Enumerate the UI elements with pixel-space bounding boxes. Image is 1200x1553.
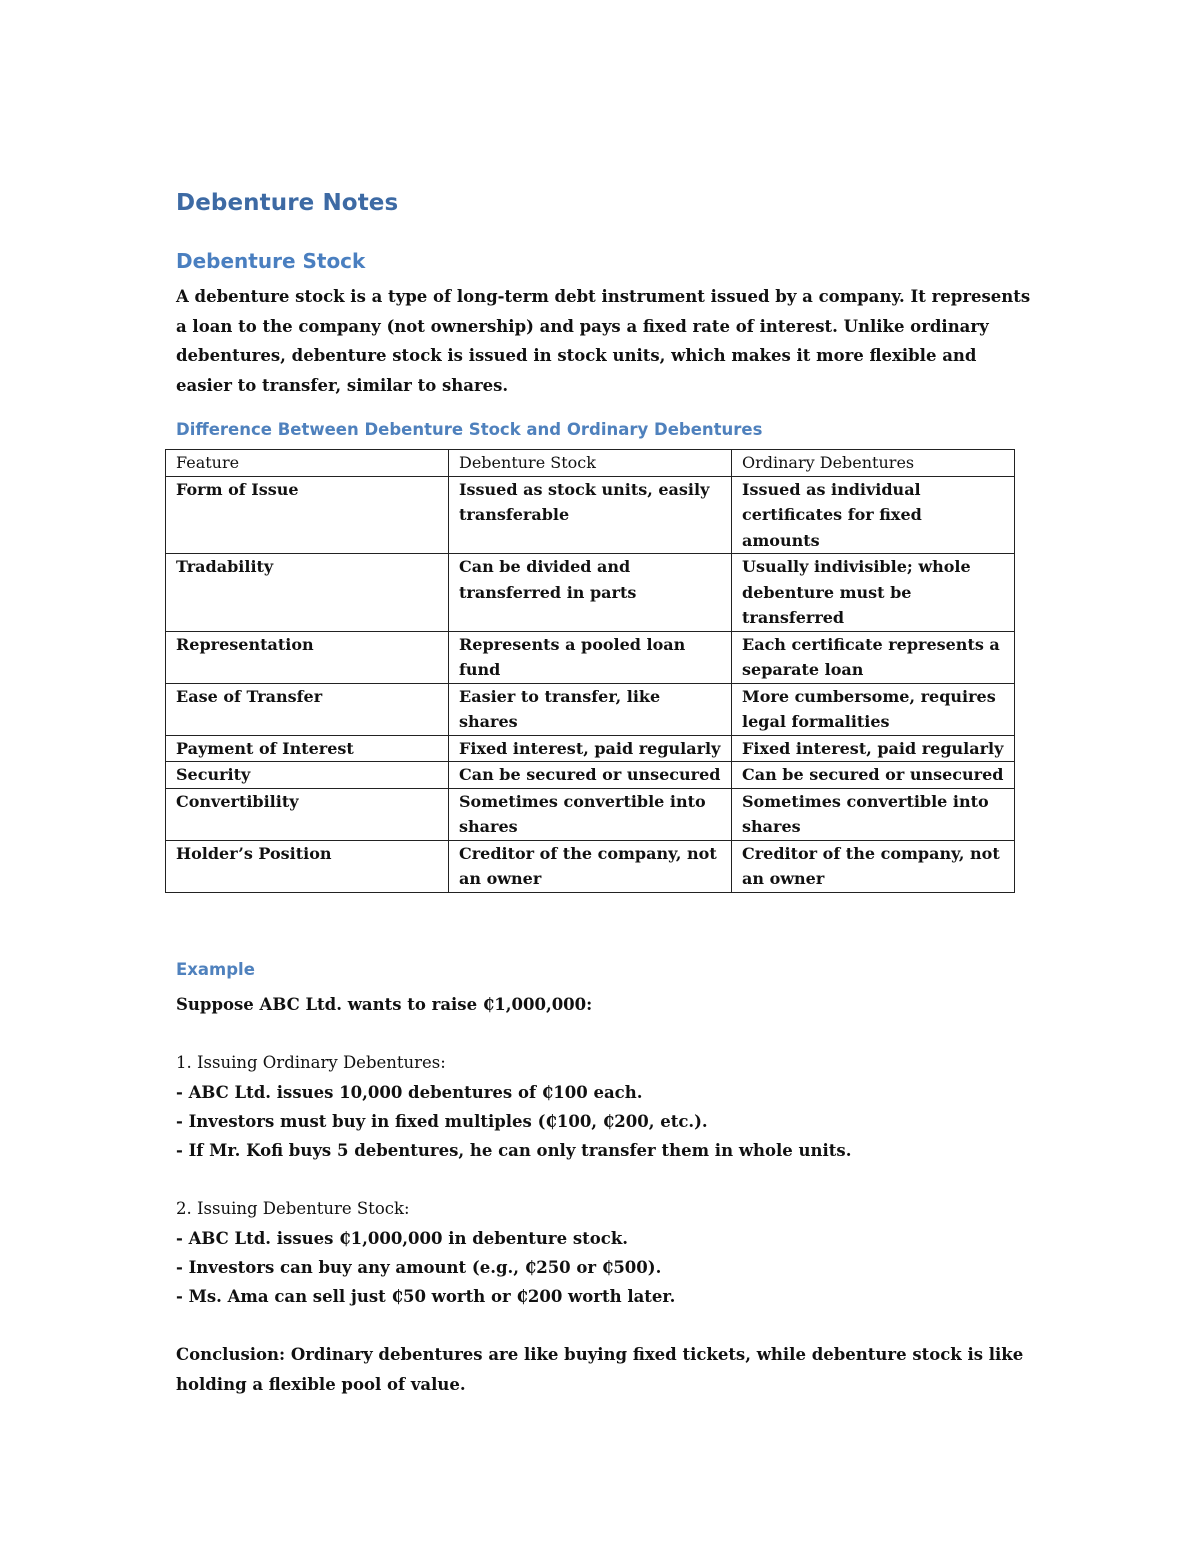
table-cell: Creditor of the company, not an owner bbox=[449, 840, 732, 892]
table-row bbox=[166, 735, 1015, 762]
intro-paragraph: A debenture stock is a type of long-term debt instrument issued by a company. It represents a loan to the company (not ownership) and pays a fixed rate of interest. Unlike ordinary debentures, debenture stock is issued in stock units, which makes it more flexible and easier to transfer, similar to shares. bbox=[176, 287, 1031, 395]
table-cell: Fixed interest, paid regularly bbox=[449, 735, 732, 762]
table-row bbox=[166, 631, 1015, 683]
table-cell: Holder’s Position bbox=[166, 840, 449, 892]
table-cell: Represents a pooled loan fund bbox=[449, 631, 732, 683]
table-row bbox=[166, 683, 1015, 735]
table-row bbox=[166, 762, 1015, 789]
blank-line bbox=[176, 1165, 1036, 1194]
table-cell: More cumbersome, requires legal formalities bbox=[732, 683, 1015, 735]
table-cell: Form of Issue bbox=[166, 476, 449, 554]
table-cell: Representation bbox=[166, 631, 449, 683]
step1-title: 1. Issuing Ordinary Debentures: bbox=[176, 1053, 446, 1073]
blank-line bbox=[176, 1019, 1036, 1048]
table-cell: Each certificate represents a separate loan bbox=[732, 631, 1015, 683]
table-cell: Convertibility bbox=[166, 788, 449, 840]
table-row bbox=[166, 476, 1015, 554]
comparison-table bbox=[165, 449, 1015, 893]
table-cell: Issued as individual certificates for fixed amounts bbox=[732, 476, 1015, 554]
step2-line: - Investors can buy any amount (e.g., ₵250 or ₵500). bbox=[176, 1257, 662, 1277]
step2-title: 2. Issuing Debenture Stock: bbox=[176, 1199, 410, 1219]
table-header-cell: Feature bbox=[166, 450, 449, 477]
table-cell: Usually indivisible; whole debenture must be transferred bbox=[732, 554, 1015, 632]
table-header-row bbox=[166, 450, 1015, 477]
step1-line: - Investors must buy in fixed multiples (₵100, ₵200, etc.). bbox=[176, 1111, 708, 1131]
step2-line: - Ms. Ama can sell just ₵50 worth or ₵200 worth later. bbox=[176, 1287, 676, 1306]
blank-line bbox=[176, 1311, 1036, 1340]
table-row bbox=[166, 840, 1015, 892]
step1-line: - ABC Ltd. issues 10,000 debentures of ₵100 each. bbox=[176, 1082, 643, 1102]
step1-line: - If Mr. Kofi buys 5 debentures, he can only transfer them in whole units. bbox=[176, 1141, 852, 1160]
table-row bbox=[166, 554, 1015, 632]
table-cell: Can be divided and transferred in parts bbox=[449, 554, 732, 632]
table-cell: Tradability bbox=[166, 554, 449, 632]
table-cell: Fixed interest, paid regularly bbox=[732, 735, 1015, 762]
table-cell: Can be secured or unsecured bbox=[732, 762, 1015, 789]
table-cell: Can be secured or unsecured bbox=[449, 762, 732, 789]
table-cell: Creditor of the company, not an owner bbox=[732, 840, 1015, 892]
table-cell: Sometimes convertible into shares bbox=[449, 788, 732, 840]
table-cell: Security bbox=[166, 762, 449, 789]
table-cell: Easier to transfer, like shares bbox=[449, 683, 732, 735]
example-heading: Example bbox=[176, 960, 255, 979]
example-body bbox=[176, 990, 1036, 1399]
table-header-cell: Debenture Stock bbox=[449, 450, 732, 477]
section-title: Debenture Stock bbox=[176, 249, 366, 273]
table-cell: Issued as stock units, easily transferable bbox=[449, 476, 732, 554]
table-heading: Difference Between Debenture Stock and Ordinary Debentures bbox=[176, 420, 763, 439]
table-cell: Sometimes convertible into shares bbox=[732, 788, 1015, 840]
table-row bbox=[166, 788, 1015, 840]
document-title: Debenture Notes bbox=[176, 190, 399, 216]
table-cell: Payment of Interest bbox=[166, 735, 449, 762]
conclusion: Conclusion: Ordinary debentures are like buying fixed tickets, while debenture stock is like holding a flexible pool of value. bbox=[176, 1345, 1024, 1394]
table-cell: Ease of Transfer bbox=[166, 683, 449, 735]
example-intro: Suppose ABC Ltd. wants to raise ₵1,000,000: bbox=[176, 995, 593, 1014]
step2-line: - ABC Ltd. issues ₵1,000,000 in debenture stock. bbox=[176, 1228, 628, 1248]
table-header-cell: Ordinary Debentures bbox=[732, 450, 1015, 477]
